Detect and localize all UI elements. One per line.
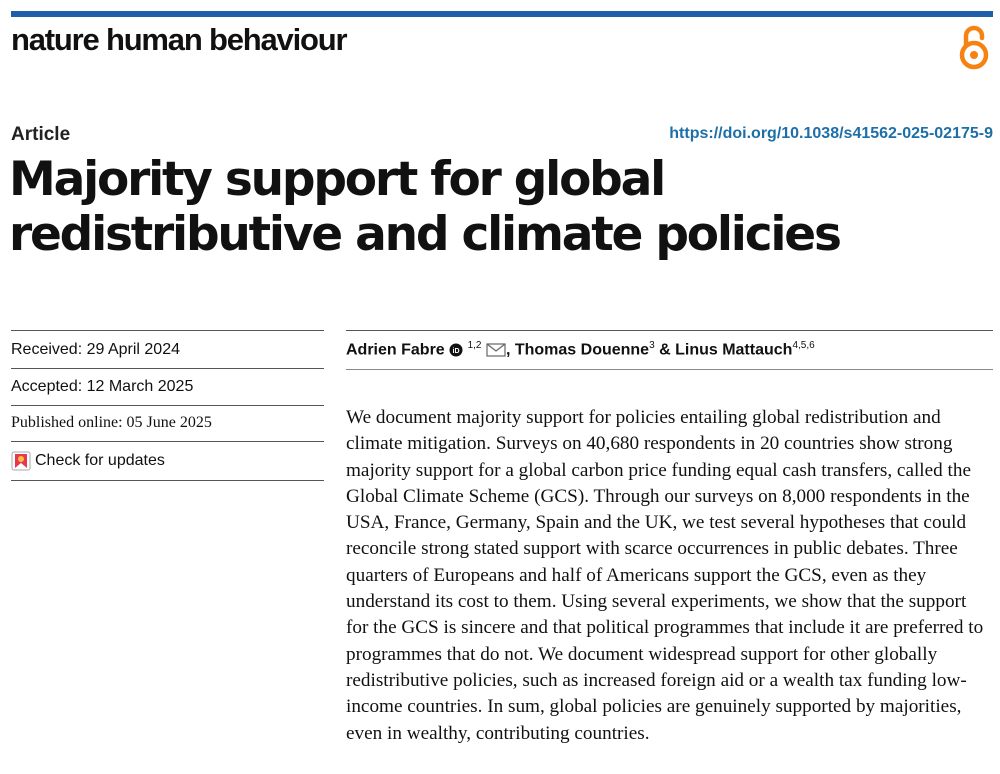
divider — [11, 368, 324, 369]
crossmark-icon — [11, 451, 31, 471]
divider — [11, 441, 324, 442]
orcid-icon[interactable] — [449, 343, 463, 357]
author-list — [346, 340, 815, 359]
accepted-date: Accepted: 12 March 2025 — [11, 378, 194, 395]
svg-text:iD: iD — [452, 348, 460, 356]
check-for-updates-button[interactable] — [11, 451, 165, 471]
check-for-updates-label: Check for updates — [35, 452, 165, 469]
published-date: Published online: 05 June 2025 — [11, 414, 212, 431]
author-separator: , — [505, 341, 515, 359]
author-name[interactable]: Linus Mattauch — [675, 341, 793, 359]
article-title: Majority support for global redistributive and climate policies — [9, 152, 840, 262]
doi-link[interactable]: https://doi.org/10.1038/s41562-025-02175-9 — [669, 125, 993, 142]
divider — [346, 369, 993, 370]
divider — [11, 405, 324, 406]
abstract: We document majority support for policies entailing global redistribution and climate mitigation. Surveys on 40,680 respondents in 20 countries show strong majority support for a global carbon price funding equal cash transfers, called the Global Climate Scheme (GCS). Through our surveys on 8,000 respondents in the USA, France, Germany, Spain and the UK, we test several hypotheses that could reconcile strong stated support with scarce occurrences in public debates. Three quarters of Europeans and half of Americans support the GCS, even as they understand its cost to them. Using several experiments, we show that the support for the GCS is sincere and that political programmes that include it are preferred to programmes that do not. We document widespread support for other globally redistributive policies, such as increased foreign aid or a wealth tax funding low-income countries. In sum, global policies are genuinely supported by majorities, even in wealthy, contributing countries. — [346, 407, 984, 744]
author-affiliation: 4,5,6 — [792, 340, 815, 351]
author-separator: & — [654, 341, 676, 359]
author-name[interactable]: Thomas Douenne — [514, 341, 650, 359]
author-affiliation: 3 — [649, 340, 655, 351]
open-access-icon — [957, 24, 991, 72]
received-date: Received: 29 April 2024 — [11, 341, 180, 358]
top-accent-bar — [11, 11, 993, 17]
author-name[interactable]: Adrien Fabre — [346, 341, 445, 359]
divider — [11, 480, 324, 481]
journal-name[interactable]: nature human behaviour — [11, 22, 347, 57]
divider — [11, 330, 324, 331]
article-type: Article — [11, 124, 71, 145]
email-icon[interactable] — [486, 343, 506, 357]
author-affiliation: 1,2 — [467, 340, 482, 351]
divider — [346, 330, 993, 331]
